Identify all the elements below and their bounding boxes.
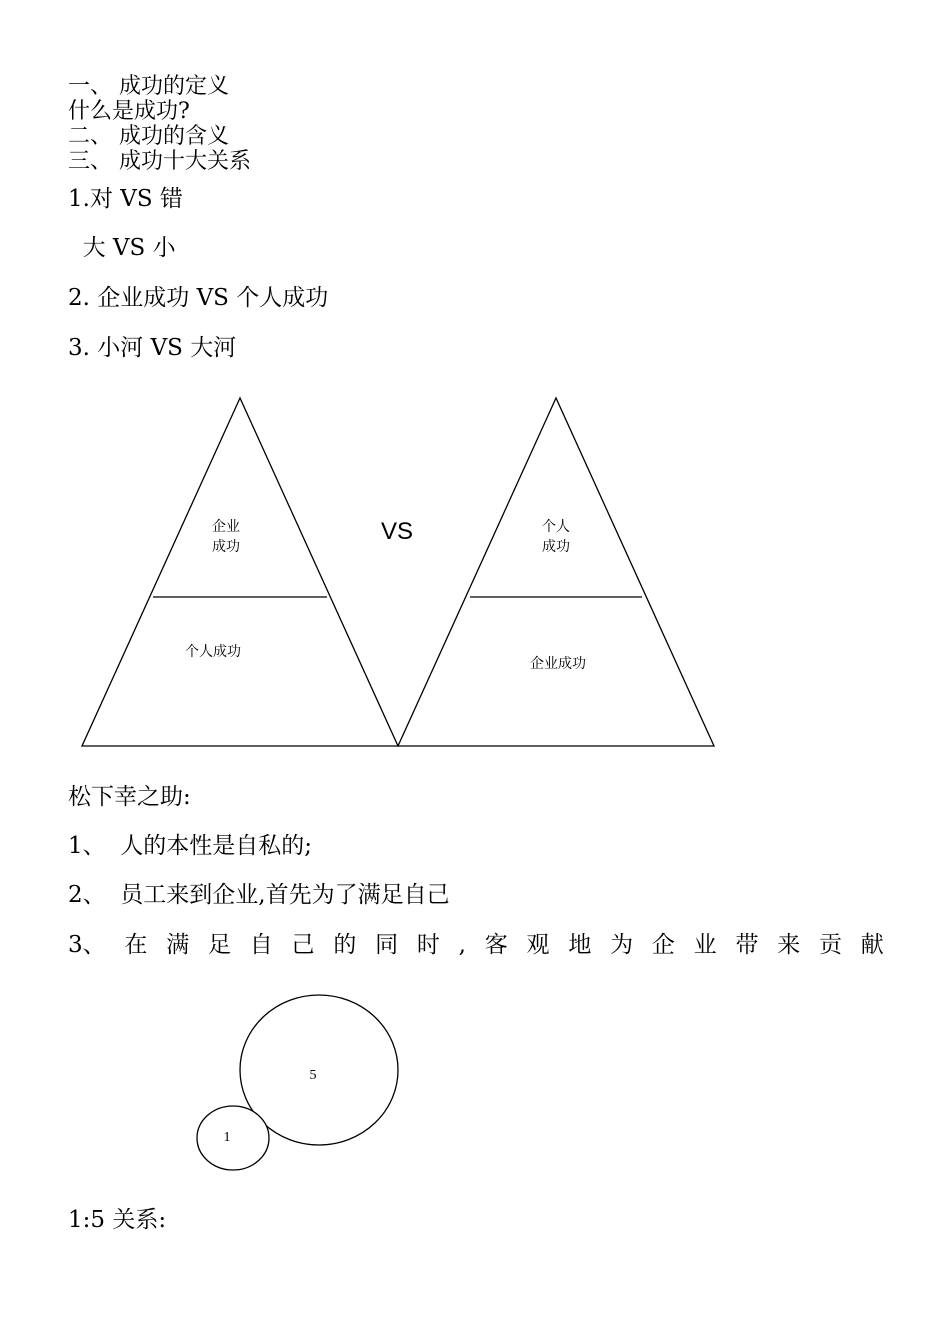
point-3-char: 时 [416,932,440,958]
matsushita-title: 松下幸之助: [68,784,191,810]
right-top-label-line1: 个人 [542,519,570,535]
point-3-char: 业 [693,932,717,958]
relation-2: 2. 企业成功 VS 个人成功 [68,285,329,311]
right-bottom-label: 企业成功 [530,656,586,672]
right-top-label-line2: 成功 [542,539,570,555]
point-3-char: 来 [777,932,801,958]
point-3-char: 在 [124,932,148,958]
outline-item-2: 二、 成功的含义 [68,124,229,149]
outline-question: 什么是成功? [68,99,190,124]
relation-1: 1.对 VS 错 [68,186,183,212]
point-3-char: 自 [249,932,273,958]
point-3-char: 地 [568,932,592,958]
point-3-char: 满 [166,932,190,958]
vs-label: VS [380,518,414,545]
point-3-char: 己 [291,932,315,958]
point-3-char: 的 [333,932,357,958]
small-circle-label: 1 [223,1130,231,1145]
matsushita-point-1: 1、 人的本性是自私的; [68,833,313,859]
matsushita-point-3 [68,934,884,957]
large-circle-label: 5 [309,1068,317,1083]
left-top-label-line2: 成功 [212,539,240,555]
left-pyramid [82,398,398,746]
point-3-char: 同 [375,932,399,958]
outline-item-1: 一、 成功的定义 [68,74,229,99]
relation-3: 3. 小河 VS 大河 [68,335,237,361]
ratio-line: 1:5 关系: [68,1207,167,1233]
point-3-char: 观 [526,932,550,958]
outline-item-3: 三、 成功十大关系 [68,149,251,174]
right-pyramid [398,398,714,746]
point-3-char: 带 [735,932,759,958]
point-3-char: 为 [610,932,634,958]
point-3-char: 献 [860,932,884,958]
matsushita-point-2: 2、 员工来到企业,首先为了满足自己 [68,882,450,908]
point-3-char: 足 [207,932,231,958]
point-3-char: 客 [484,932,508,958]
small-circle [197,1106,269,1170]
point-3-number: 3、 [68,932,106,958]
point-3-char: , [458,932,466,958]
left-bottom-label: 个人成功 [185,644,241,660]
left-top-label-line1: 企业 [212,519,240,535]
point-3-char: 企 [651,932,675,958]
point-3-char: 贡 [819,932,843,958]
relation-1b: 大 VS 小 [68,235,176,261]
